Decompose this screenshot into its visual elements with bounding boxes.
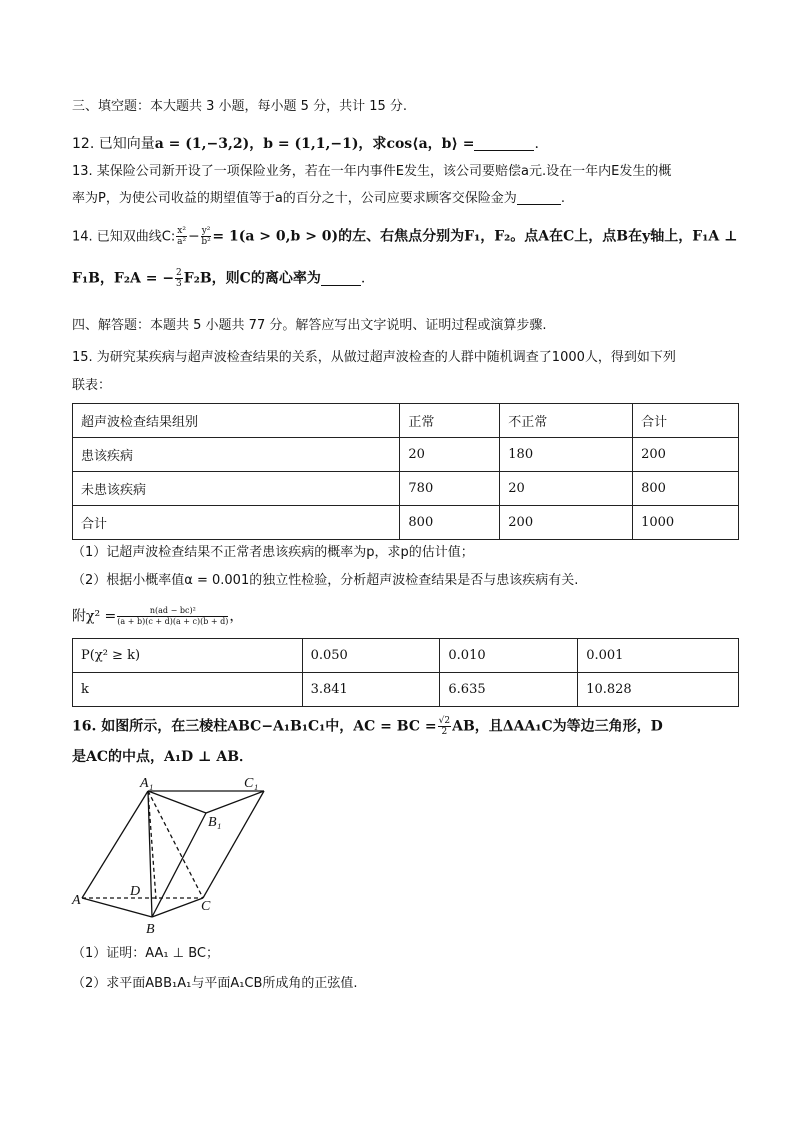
table-cell: 超声波检查结果组别 [73, 404, 400, 438]
table-row [73, 404, 739, 438]
q16-text-b: AB，且ΔAA₁C为等边三角形，D [452, 718, 663, 735]
q16-part2: （2）求平面ABB₁A₁与平面A₁CB所成角的正弦值. [72, 976, 358, 991]
table-cell: 不正常 [500, 404, 633, 438]
q14-equation: = 1(a > 0,b > 0)的左、右焦点分别为F₁，F₂。点A在C上，点B在y轴上，F₁A ⊥ [212, 228, 738, 245]
question-16-line1 [72, 716, 663, 737]
label-c: C [201, 899, 211, 914]
q13-line1: 13. 某保险公司新开设了一项保险业务，若在一年内事件E发生，该公司要赔偿a元.设在一年内E发生的概 [72, 164, 672, 179]
q12-vector-b: b = (1,1,−1)，求 [263, 136, 387, 152]
q14-end: . [360, 270, 366, 287]
formula-denominator: (a + b)(c + d)(a + c)(b + d) [117, 617, 229, 626]
section4-header: 四、解答题：本题共 5 小题共 77 分。解答应写出文字说明、证明过程或演算步骤. [72, 318, 547, 333]
q14-prefix: 14. 已知双曲线C: [72, 229, 176, 245]
question-13-line2 [72, 189, 565, 209]
q14-frac-y-den: b² [201, 237, 211, 247]
label-d: D [130, 884, 141, 899]
table-cell: k [73, 673, 303, 707]
table-cell: 合计 [73, 506, 400, 540]
chi-square-formula [72, 606, 243, 627]
table-row [73, 639, 739, 673]
table-row [73, 438, 739, 472]
table-cell: 200 [633, 438, 739, 472]
q16-line2: 是AC的中点，A₁D ⊥ AB． [72, 749, 254, 765]
formula-prefix: 附χ² = [72, 608, 117, 625]
q13-end: . [560, 191, 565, 206]
label-c1: C₁ [244, 776, 259, 791]
table-cell: 10.828 [578, 673, 739, 707]
table-row [73, 506, 739, 540]
table-cell: 800 [633, 472, 739, 506]
table-cell: 20 [500, 472, 633, 506]
q12-prefix: 12. 已知向量 [72, 136, 155, 152]
q16-part1: （1）证明：AA₁ ⊥ BC； [72, 946, 219, 961]
table-row [73, 673, 739, 707]
formula-fraction [117, 606, 228, 627]
q14-frac-num: 2 [176, 268, 182, 278]
q15-line2: 联表： [72, 378, 112, 393]
prism-diagram [68, 775, 268, 937]
table-cell: 800 [400, 506, 500, 540]
table-cell: 180 [500, 438, 633, 472]
q14-frac-x-num: x² [177, 226, 186, 236]
table-cell: 1000 [633, 506, 739, 540]
q15-part2: （2）根据小概率值α = 0.001的独立性检验，分析超声波检查结果是否与患该疾病有关. [72, 573, 579, 588]
q13-line2-text: 率为P，为使公司收益的期望值等于a的百分之十，公司应要求顾客交保险金为 [72, 191, 517, 206]
table-cell: 未患该疾病 [73, 472, 400, 506]
q16-sqrt-frac [438, 716, 451, 737]
table-cell: 0.001 [578, 639, 739, 673]
table-cell: 0.050 [302, 639, 440, 673]
table-cell: 6.635 [440, 673, 578, 707]
table-cell: 0.010 [440, 639, 578, 673]
formula-suffix: ， [229, 608, 244, 625]
table-row [73, 472, 739, 506]
table-cell: 正常 [400, 404, 500, 438]
q14-minus: − [187, 228, 200, 245]
critical-value-table [72, 638, 739, 707]
table-cell: P(χ² ≥ k) [73, 639, 303, 673]
section3-header: 三、填空题：本大题共 3 小题，每小题 5 分，共计 15 分. [72, 99, 408, 114]
label-b: B [146, 922, 155, 937]
q12-answer-blank [474, 136, 534, 151]
q16-sqrt-den: 2 [441, 727, 448, 737]
q14-answer-blank [321, 271, 361, 286]
table-cell: 780 [400, 472, 500, 506]
table-cell: 200 [500, 506, 633, 540]
q14-frac-x [176, 226, 187, 247]
q12-cos: cos⟨a，b⟩ = [386, 136, 475, 152]
q12-vector-a: a = (1,−3,2)， [154, 136, 264, 152]
q15-part1: （1）记超声波检查结果不正常者患该疾病的概率为p，求p的估计值； [72, 545, 474, 560]
table-cell: 3.841 [302, 673, 440, 707]
q16-sqrt-num: √2 [438, 716, 451, 726]
table-cell: 患该疾病 [73, 438, 400, 472]
question-12 [72, 134, 539, 154]
q15-line1: 15. 为研究某疾病与超声波检查结果的关系，从做过超声波检查的人群中随机调查了1000人，得到如下列 [72, 350, 676, 365]
formula-numerator: n(ad − bc)² [117, 606, 228, 617]
label-a: A [72, 893, 81, 908]
q14-frac-x-den: a² [177, 237, 187, 247]
q14-frac-y [201, 226, 212, 247]
question-14-line1 [72, 226, 738, 248]
question-14-line2 [72, 268, 365, 289]
q14-rest: F₂B，则C的离心率为 [183, 270, 321, 287]
q14-vectors: F₁B，F₂A = − [72, 270, 175, 287]
q14-frac-den: 3 [176, 279, 182, 289]
label-a1: A₁ [140, 776, 154, 791]
q16-text-a: 16. 如图所示，在三棱柱ABC−A₁B₁C₁中，AC = BC = [72, 718, 437, 735]
table-cell: 20 [400, 438, 500, 472]
q12-end: . [534, 136, 539, 152]
table-cell: 合计 [633, 404, 739, 438]
label-b1: B₁ [208, 815, 222, 830]
q14-frac-2-3 [175, 268, 183, 289]
contingency-table [72, 403, 739, 540]
q14-frac-y-num: y² [201, 226, 211, 236]
q13-answer-blank [517, 190, 561, 205]
